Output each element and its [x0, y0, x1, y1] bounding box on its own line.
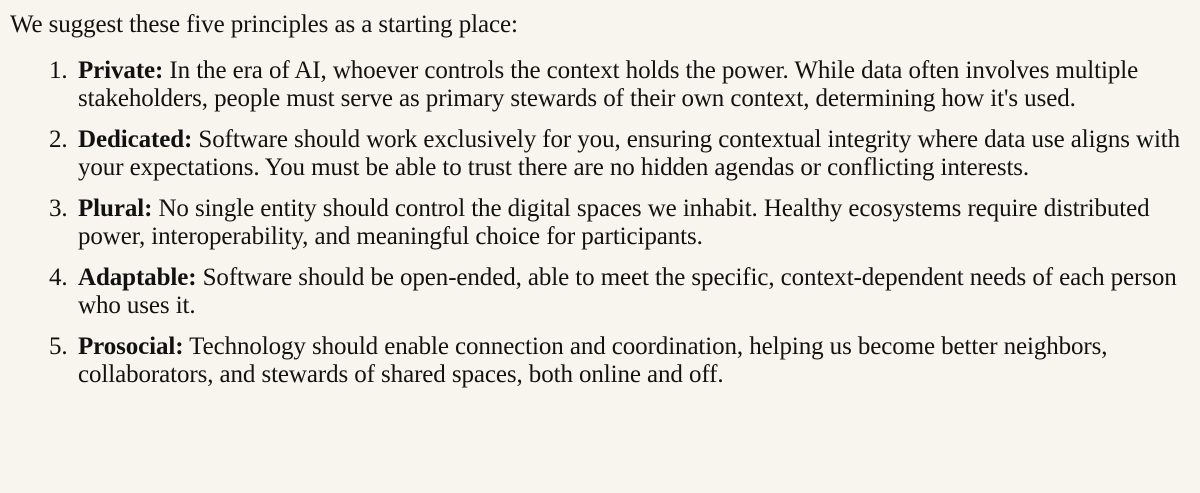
principle-item-prosocial [10, 333, 1190, 388]
principle-number: 4. [49, 264, 68, 291]
principle-text: No single entity should control the digital spaces we inhabit. Healthy ecosystems require distributed power, interoperability, and meaningful choice for participants. [78, 195, 1150, 250]
principle-item-dedicated [10, 126, 1190, 181]
intro-text: We suggest these five principles as a starting place: [10, 11, 518, 38]
principle-item-plural [10, 195, 1190, 250]
principle-text: Software should work exclusively for you, ensuring contextual integrity where data use aligns with your expectations. You must be able to trust there are no hidden agendas or conflicting interests. [78, 126, 1181, 181]
principle-number: 2. [49, 126, 68, 153]
principle-term: Dedicated: [78, 126, 193, 153]
principle-number: 1. [49, 57, 68, 84]
principle-text: Technology should enable connection and coordination, helping us become better neighbors, collaborators, and stewards of shared spaces, both online and off. [78, 333, 1108, 388]
principles-list [10, 57, 1190, 388]
principle-number: 5. [49, 333, 68, 360]
principle-text: In the era of AI, whoever controls the context holds the power. While data often involves multiple stakeholders, people must serve as primary stewards of their own context, determining how it's used. [78, 57, 1139, 112]
principle-term: Plural: [78, 195, 153, 222]
principle-term: Prosocial: [78, 333, 184, 360]
principle-text: Software should be open-ended, able to meet the specific, context-dependent needs of each person who uses it. [78, 264, 1177, 319]
principle-term: Adaptable: [78, 264, 197, 291]
principle-item-adaptable [10, 264, 1190, 319]
principle-number: 3. [49, 195, 68, 222]
principle-term: Private: [78, 57, 164, 84]
principle-item-private [10, 57, 1190, 112]
